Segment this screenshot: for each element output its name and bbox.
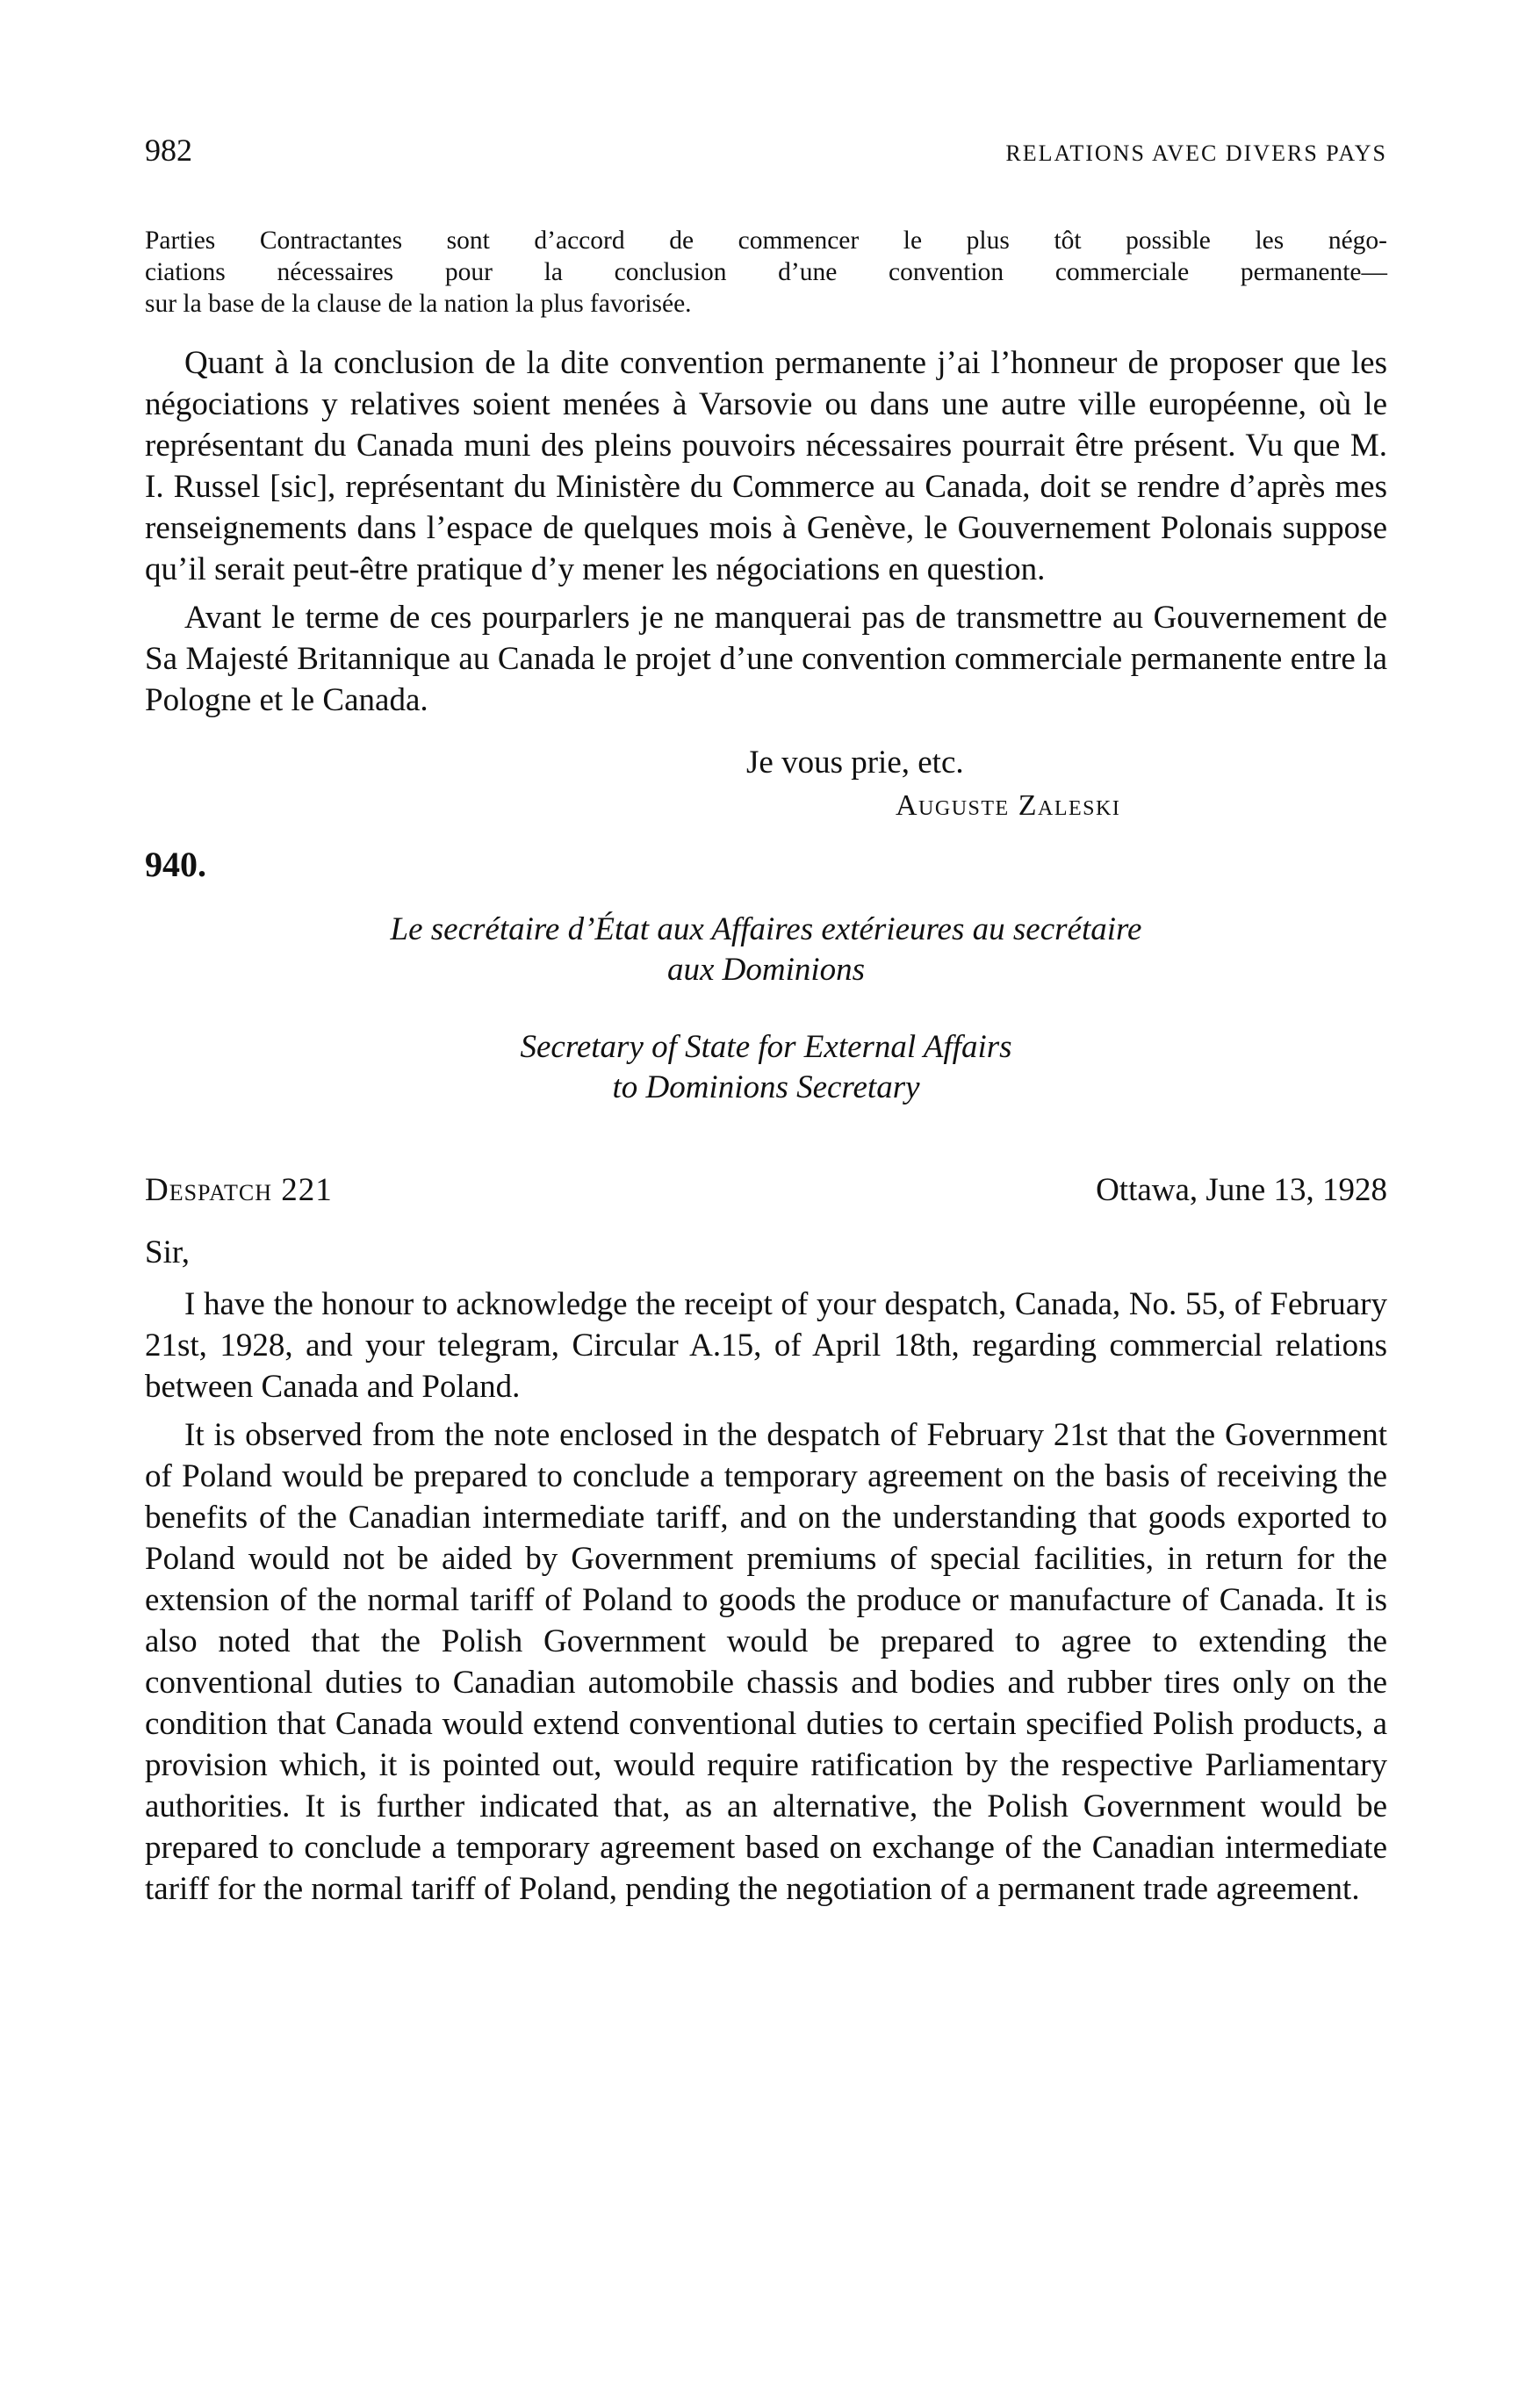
heading-fr-line: Le secrétaire d’État aux Affaires extérieures au secrétaire bbox=[390, 911, 1142, 947]
page-number: 982 bbox=[145, 133, 192, 168]
running-title: RELATIONS AVEC DIVERS PAYS bbox=[1005, 140, 1387, 166]
running-header bbox=[145, 132, 1387, 193]
quoted-passage bbox=[145, 225, 1387, 320]
letter-signature: Auguste Zaleski bbox=[896, 789, 1121, 822]
document-heading-fr bbox=[145, 910, 1387, 990]
letter-fr-paragraph: Avant le terme de ces pourparlers je ne manquerai pas de transmettre au Gouvernement de Sa Majesté Britannique au Canada le projet d’une convention commerciale permanente entre la Pologne et le Canada. bbox=[145, 600, 1387, 718]
heading-en-line: Secretary of State for External Affairs bbox=[520, 1029, 1012, 1065]
letter-en-paragraph: It is observed from the note enclosed in the despatch of February 21st that the Government of Poland would be prepared to conclude a temporary agreement on the basis of receiving the benefits of the Canadian intermediate tariff, and on the understanding that goods exported to Poland would not be aided by Government premiums of special facilities, in return for the extension of the normal tariff of Poland to goods the produce or manufacture of Canada. It is also noted that the Polish Government would be prepared to agree to extending the conventional duties to Canadian automobile chassis and bodies and rubber tires only on the condition that Canada would extend conventional duties to certain specified Polish products, a provision which, it is pointed out, would require ratification by the respective Parliamentary authorities. It is further indicated that, as an alternative, the Polish Government would be prepared to conclude a temporary agreement based on exchange of the Canadian intermediate tariff for the normal tariff of Poland, pending the negotiation of a permanent trade agreement. bbox=[145, 1417, 1387, 1907]
document-number: 940. bbox=[145, 845, 206, 884]
document-page bbox=[145, 132, 1387, 1910]
despatch-row bbox=[145, 1171, 1387, 1209]
letter-en-body bbox=[145, 1284, 1387, 1910]
letter-en-paragraph: I have the honour to acknowledge the receipt of your despatch, Canada, No. 55, of February 21st, 1928, and your telegram, Circular A.15, of April 18th, regarding commercial relations between Canada and Poland. bbox=[145, 1286, 1387, 1405]
quoted-line: ciations nécessaires pour la conclusion d’une convention commerciale permanente— bbox=[145, 258, 1387, 286]
letter-fr-body bbox=[145, 342, 1387, 721]
despatch-number: Despatch 221 bbox=[145, 1172, 333, 1208]
letter-closing: Je vous prie, etc. bbox=[746, 745, 964, 781]
letter-fr-paragraph: Quant à la conclusion de la dite convention permanente j’ai l’honneur de proposer que les négociations y relatives soient menées à Varsovie ou dans une autre ville européenne, où le représentant du Canada muni des pleins pouvoirs nécessaires pourrait être présent. Vu que M. I. Russel [sic], représentant du Ministère du Commerce au Canada, doit se rendre d’après mes renseignements dans l’espace de quelques mois à Genève, le Gouvernement Polonais suppose qu’il serait peut-être pratique d’y mener les négociations en question. bbox=[145, 345, 1387, 587]
quoted-line: sur la base de la clause de la nation la plus favorisée. bbox=[145, 290, 692, 318]
heading-fr-line: aux Dominions bbox=[666, 952, 866, 988]
salutation: Sir, bbox=[145, 1234, 190, 1270]
heading-en-line: to Dominions Secretary bbox=[612, 1069, 920, 1105]
quoted-line: Parties Contractantes sont d’accord de commencer le plus tôt possible les négo- bbox=[145, 227, 1387, 255]
document-heading-en bbox=[145, 1027, 1387, 1108]
place-date: Ottawa, June 13, 1928 bbox=[1096, 1172, 1387, 1208]
